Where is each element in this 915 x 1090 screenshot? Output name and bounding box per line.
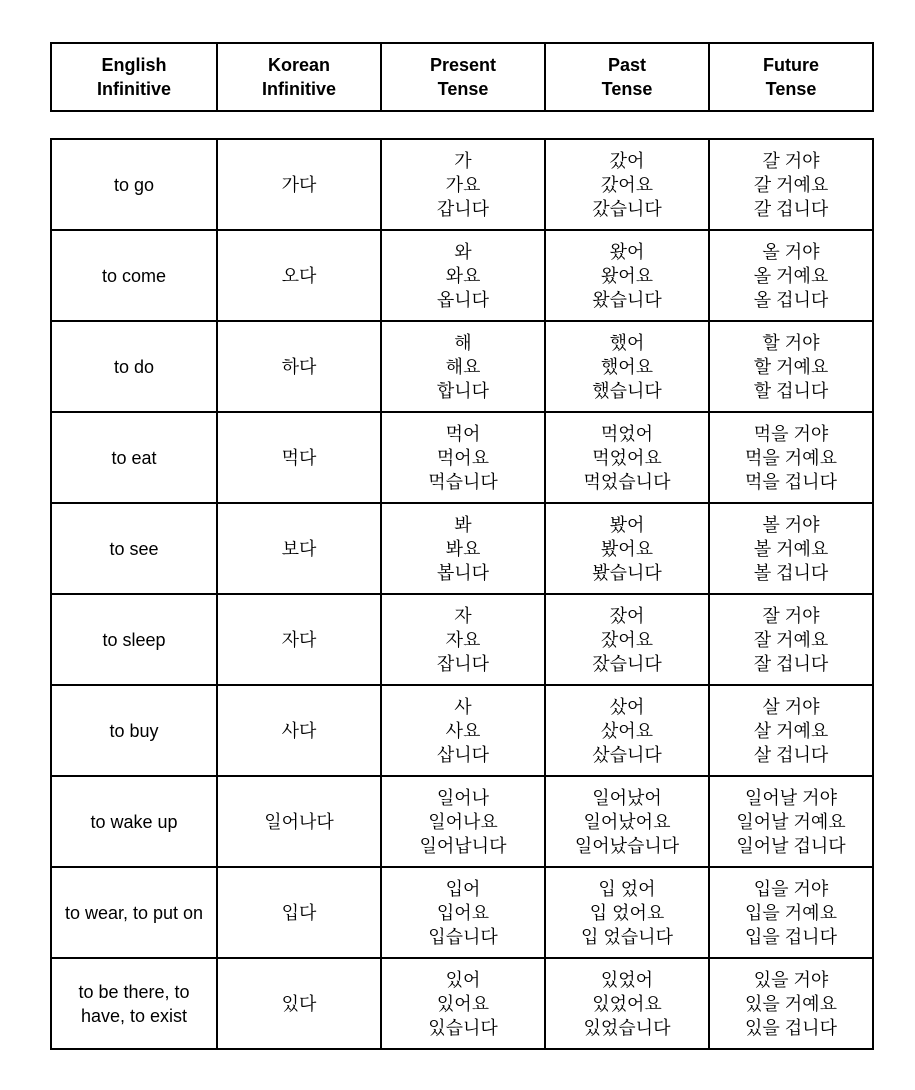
table-row [51,139,873,230]
present-form: 사 [454,696,472,717]
future-form: 있을 거예요 [745,993,837,1014]
past-tense-cell [545,776,709,867]
present-form: 일어나요 [428,811,498,832]
korean-infinitive-cell: 먹다 [217,412,381,503]
past-form: 먹었어 [600,423,654,444]
present-form: 봐 [454,514,472,535]
present-tense-cell [381,230,545,321]
future-tense-cell [709,958,873,1049]
korean-infinitive-cell: 사다 [217,685,381,776]
header-table [50,42,874,112]
table-row [51,685,873,776]
header-future-tense: Future Tense [709,43,873,111]
past-form: 잤어 [609,605,645,626]
present-form: 사요 [445,720,481,741]
past-form: 입 었어요 [589,902,665,923]
english-infinitive-cell: to see [51,503,217,594]
past-form: 잤어요 [600,629,654,650]
korean-infinitive-cell: 하다 [217,321,381,412]
future-form: 일어날 겁니다 [736,835,846,856]
present-form: 입습니다 [428,926,498,947]
future-tense-cell [709,867,873,958]
future-tense-cell [709,412,873,503]
past-form: 왔어 [609,241,645,262]
present-form: 봐요 [445,538,481,559]
past-form: 입 었습니다 [581,926,673,947]
past-tense-cell [545,321,709,412]
past-form: 샀어요 [600,720,654,741]
korean-infinitive-cell: 오다 [217,230,381,321]
future-form: 있을 거야 [753,969,829,990]
future-form: 갈 거야 [762,150,820,171]
past-form: 샀습니다 [592,744,662,765]
past-form: 일어났습니다 [574,835,680,856]
future-form: 입을 겁니다 [745,926,837,947]
present-form: 합니다 [436,380,490,401]
future-form: 입을 거예요 [745,902,837,923]
present-tense-cell [381,503,545,594]
present-form: 자 [454,605,472,626]
past-form: 입 었어 [598,878,656,899]
past-tense-cell [545,867,709,958]
future-form: 잘 겁니다 [753,653,829,674]
past-form: 갔습니다 [592,198,662,219]
table-row [51,594,873,685]
future-form: 갈 거예요 [753,174,829,195]
korean-infinitive-cell: 입다 [217,867,381,958]
past-form: 했어 [609,332,645,353]
future-form: 먹을 거예요 [745,447,837,468]
present-form: 있어 [445,969,481,990]
future-form: 있을 겁니다 [745,1017,837,1038]
table-row [51,321,873,412]
future-form: 살 겁니다 [753,744,829,765]
future-form: 먹을 거야 [753,423,829,444]
past-form: 했어요 [600,356,654,377]
korean-infinitive-cell: 자다 [217,594,381,685]
english-infinitive-cell: to do [51,321,217,412]
past-tense-cell [545,412,709,503]
english-infinitive-cell: to go [51,139,217,230]
present-form: 해 [454,332,472,353]
future-form: 할 거예요 [753,356,829,377]
future-form: 살 거예요 [753,720,829,741]
future-tense-cell [709,321,873,412]
english-infinitive-cell: to buy [51,685,217,776]
past-form: 봤습니다 [592,562,662,583]
future-form: 올 거예요 [753,265,829,286]
future-form: 잘 거야 [762,605,820,626]
future-form: 살 거야 [762,696,820,717]
past-form: 갔어요 [600,174,654,195]
present-tense-cell [381,958,545,1049]
present-form: 먹어 [445,423,481,444]
present-tense-cell [381,867,545,958]
table-row [51,230,873,321]
table-row [51,867,873,958]
english-infinitive-cell: to wake up [51,776,217,867]
present-form: 먹어요 [436,447,490,468]
present-tense-cell [381,594,545,685]
future-form: 먹을 겁니다 [745,471,837,492]
present-form: 일어나 [436,787,490,808]
present-tense-cell [381,139,545,230]
present-form: 있습니다 [428,1017,498,1038]
present-form: 잡니다 [436,653,490,674]
present-form: 봅니다 [436,562,490,583]
english-infinitive-cell: to be there, to have, to exist [51,958,217,1049]
future-form: 잘 거예요 [753,629,829,650]
future-form: 할 겁니다 [753,380,829,401]
present-form: 와 [454,241,472,262]
past-form: 갔어 [609,150,645,171]
present-form: 갑니다 [436,198,490,219]
future-form: 올 거야 [762,241,820,262]
korean-infinitive-cell: 일어나다 [217,776,381,867]
future-tense-cell [709,776,873,867]
past-tense-cell [545,503,709,594]
table-row [51,412,873,503]
present-form: 가요 [445,174,481,195]
conjugation-table [50,138,874,1050]
past-form: 봤어요 [600,538,654,559]
past-form: 왔어요 [600,265,654,286]
present-form: 있어요 [436,993,490,1014]
past-form: 봤어 [609,514,645,535]
english-infinitive-cell: to wear, to put on [51,867,217,958]
present-tense-cell [381,412,545,503]
english-infinitive-cell: to sleep [51,594,217,685]
past-form: 있었습니다 [583,1017,671,1038]
past-tense-cell [545,594,709,685]
korean-infinitive-cell: 가다 [217,139,381,230]
korean-infinitive-cell: 보다 [217,503,381,594]
future-form: 일어날 거예요 [736,811,846,832]
past-tense-cell [545,685,709,776]
past-form: 먹었습니다 [583,471,671,492]
present-form: 가 [454,150,472,171]
past-form: 있었어 [600,969,654,990]
header-row [51,43,873,111]
present-tense-cell [381,685,545,776]
past-form: 잤습니다 [592,653,662,674]
past-form: 일어났어요 [583,811,671,832]
table-row [51,958,873,1049]
future-tense-cell [709,230,873,321]
present-form: 입어요 [436,902,490,923]
header-korean-infinitive: Korean Infinitive [217,43,381,111]
english-infinitive-cell: to eat [51,412,217,503]
table-row [51,503,873,594]
future-tense-cell [709,594,873,685]
past-form: 먹었어요 [592,447,662,468]
future-form: 볼 겁니다 [753,562,829,583]
table-row [51,776,873,867]
english-infinitive-cell: to come [51,230,217,321]
future-form: 볼 거예요 [753,538,829,559]
present-tense-cell [381,776,545,867]
past-tense-cell [545,139,709,230]
present-form: 해요 [445,356,481,377]
future-form: 볼 거야 [762,514,820,535]
past-form: 일어났어 [592,787,662,808]
future-tense-cell [709,139,873,230]
past-form: 있었어요 [592,993,662,1014]
future-form: 일어날 거야 [745,787,837,808]
korean-infinitive-cell: 있다 [217,958,381,1049]
future-form: 갈 겁니다 [753,198,829,219]
present-form: 와요 [445,265,481,286]
header-present-tense: Present Tense [381,43,545,111]
present-form: 입어 [445,878,481,899]
past-form: 왔습니다 [592,289,662,310]
future-form: 할 거야 [762,332,820,353]
future-tense-cell [709,503,873,594]
past-tense-cell [545,230,709,321]
present-tense-cell [381,321,545,412]
past-tense-cell [545,958,709,1049]
future-tense-cell [709,685,873,776]
header-english-infinitive: English Infinitive [51,43,217,111]
present-form: 삽니다 [436,744,490,765]
future-form: 올 겁니다 [753,289,829,310]
present-form: 일어납니다 [419,835,507,856]
future-form: 입을 거야 [753,878,829,899]
past-form: 했습니다 [592,380,662,401]
present-form: 자요 [445,629,481,650]
header-past-tense: Past Tense [545,43,709,111]
past-form: 샀어 [609,696,645,717]
present-form: 옵니다 [436,289,490,310]
present-form: 먹습니다 [428,471,498,492]
